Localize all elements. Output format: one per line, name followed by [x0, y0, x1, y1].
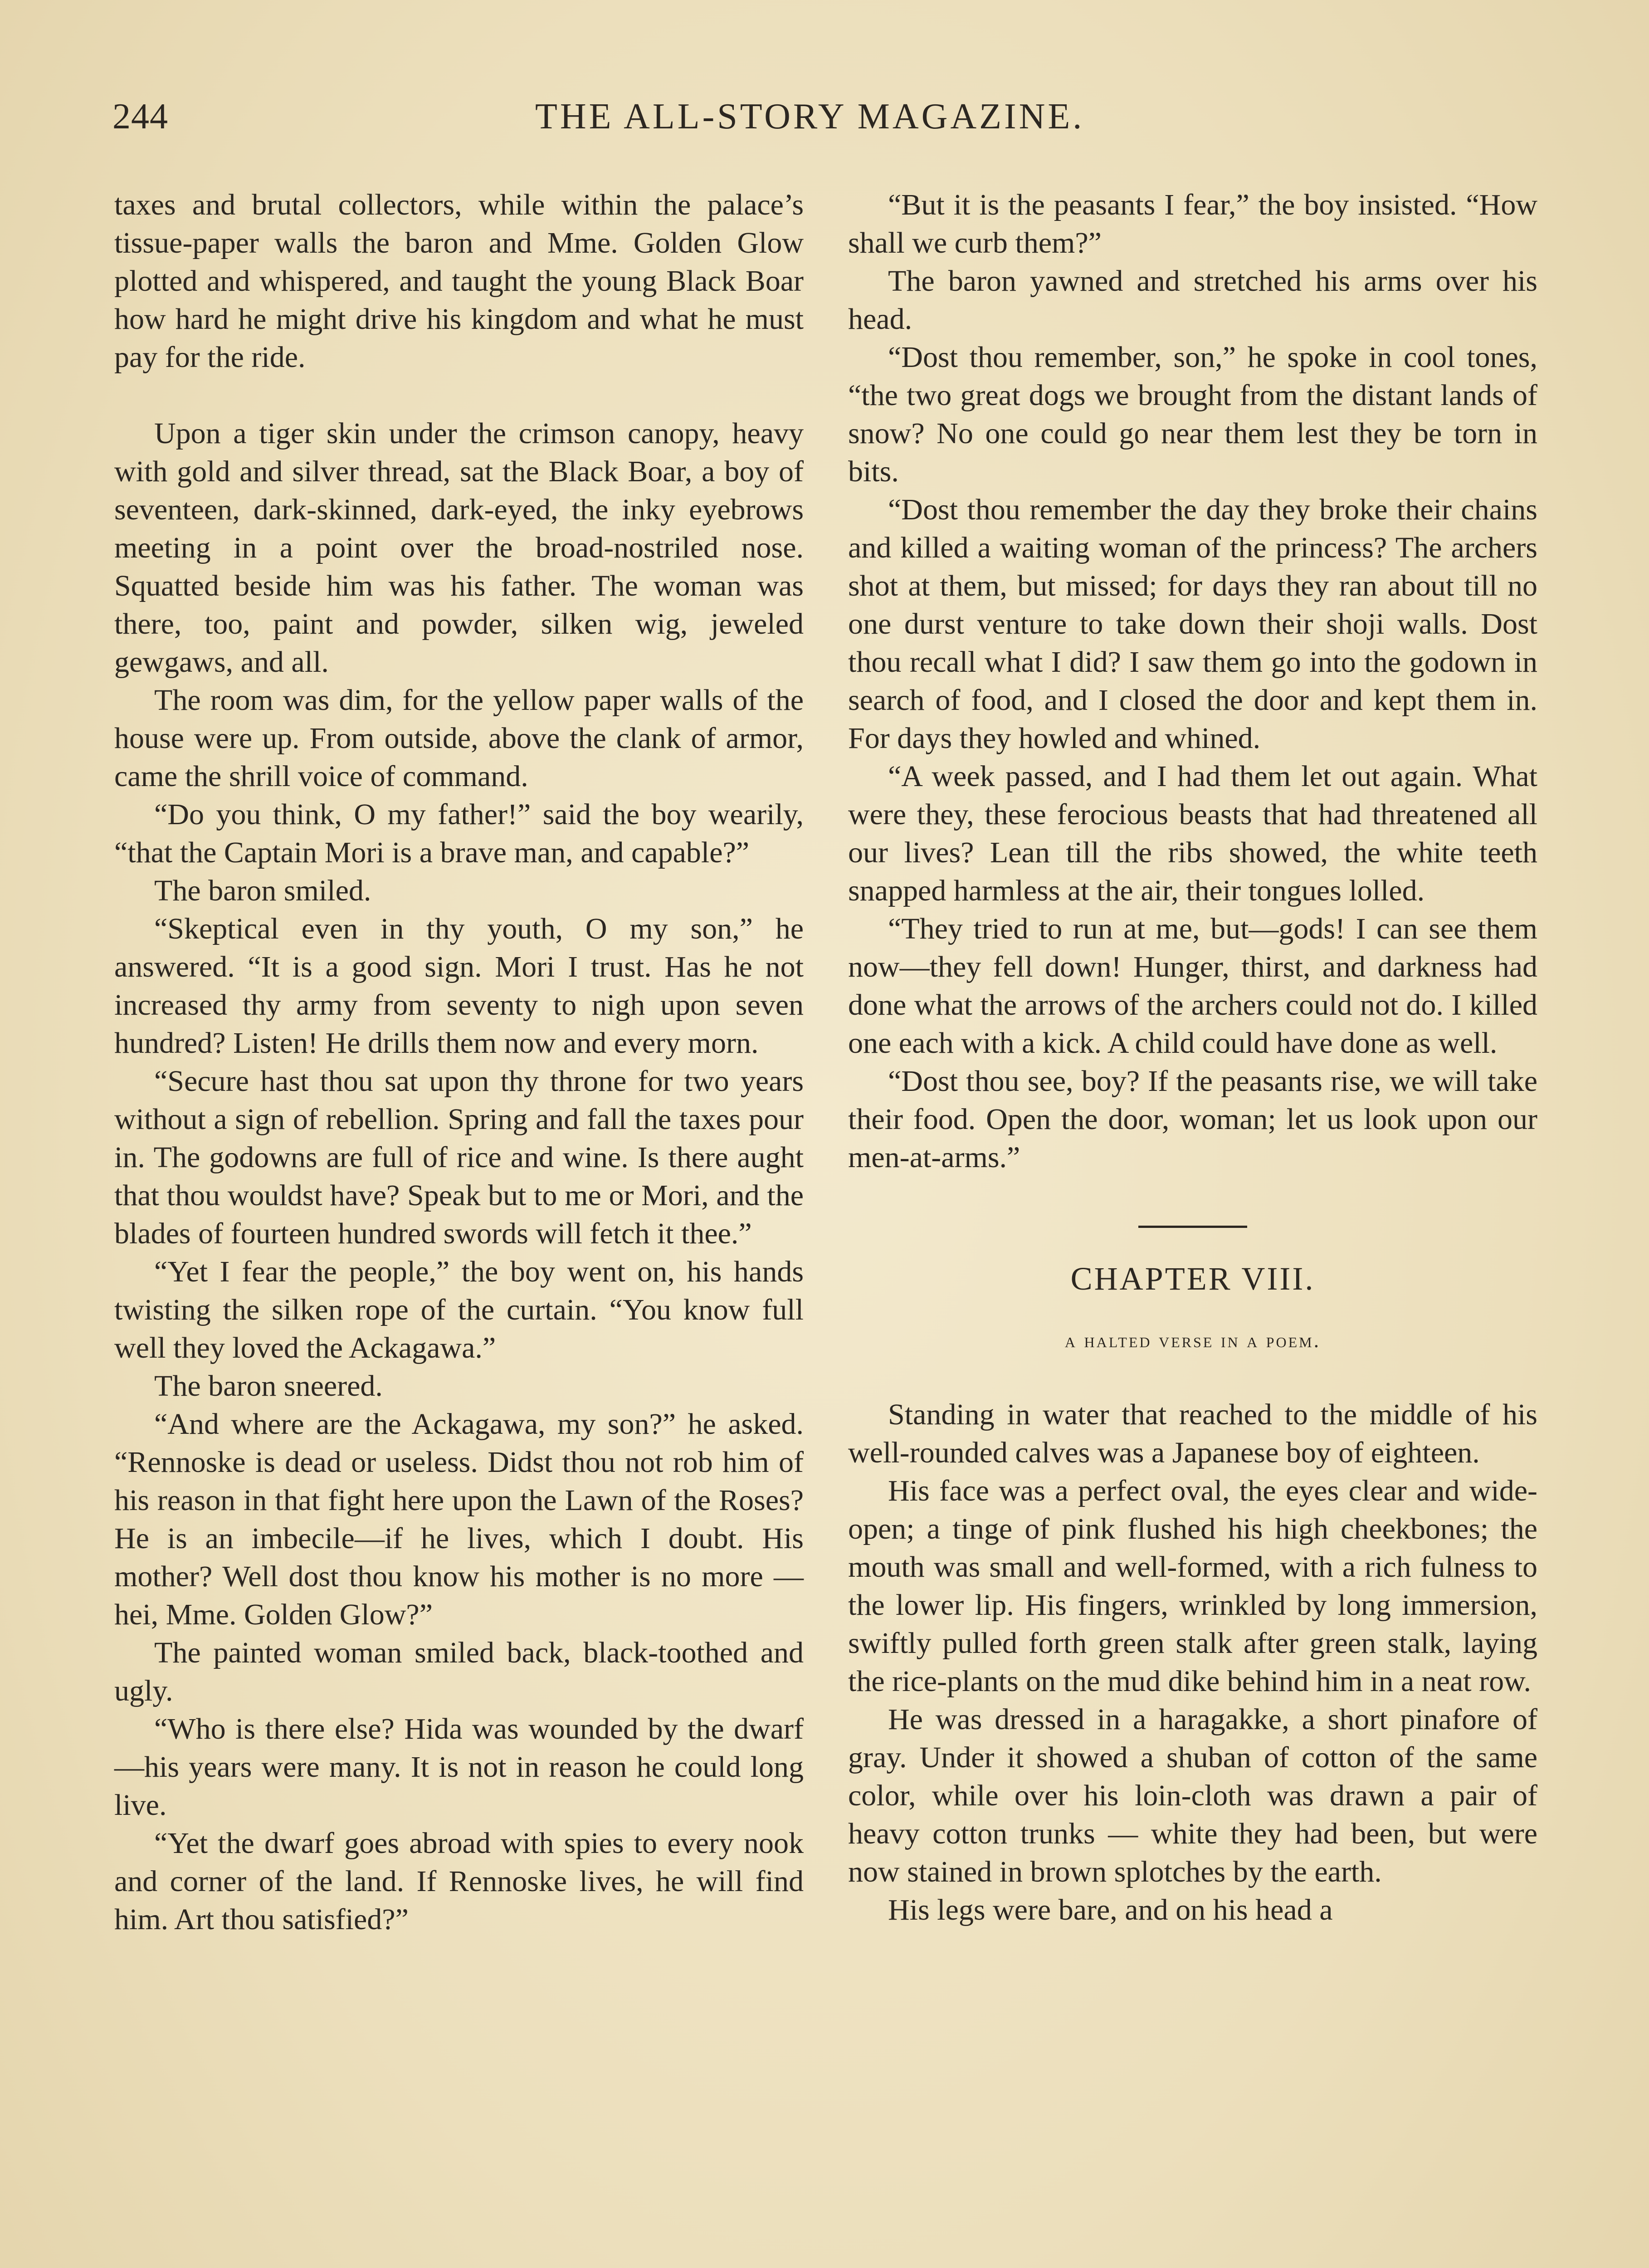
chapter-paragraph: His legs were bare, and on his head a: [888, 1893, 1333, 1926]
paragraph: “Skeptical even in thy youth, O my son,” he answered. “It is a good sign. Mori I trust. Has he not increased thy army from seventy to nigh upon seven hundred? Listen! He drills them now and every morn.: [114, 912, 804, 1060]
paragraph: “And where are the Ackagawa, my son?” he asked. “Rennoske is dead or useless. Didst thou not rob him of his reason in that fight here upon the Lawn of the Roses? He is an imbecile—if he lives, which I doubt. His mother? Well dost thou know his mother is no more — hei, Mme. Golden Glow?”: [114, 1408, 804, 1631]
paragraph: “Secure hast thou sat upon thy throne for two years without a sign of rebellion. Spring and fall the taxes pour in. The godowns are full of rice and wine. Is there aught that thou wouldst have? Speak but to me or Mori, and the blades of fourteen hundred swords will fetch it thee.”: [114, 1065, 804, 1250]
paragraph: “Dost thou remember, son,” he spoke in cool tones, “the two great dogs we brought from the distant lands of snow? No one could go near them lest they be torn in bits.: [848, 341, 1537, 488]
right-column: [848, 186, 1537, 1929]
left-column: [114, 186, 804, 1939]
paragraph: The baron smiled.: [154, 874, 371, 907]
chapter-paragraph: Standing in water that reached to the middle of his well-rounded calves was a Japanese boy of eighteen.: [848, 1398, 1537, 1469]
paragraph: “Dost thou remember the day they broke their chains and killed a waiting woman of the princess? The archers shot at them, but missed; for days they ran about till no one durst venture to take down their shoji walls. Dost thou recall what I did? I saw them go into the godown in search of food, and I closed the door and kept them in. For days they howled and whined.: [848, 493, 1537, 755]
paragraph: The baron sneered.: [154, 1369, 383, 1403]
paragraph: “They tried to run at me, but—gods! I can see them now—they fell down! Hunger, thirst, and darkness had done what the arrows of the archers could not do. I killed one each with a kick. A child could have done as well.: [848, 912, 1537, 1060]
chapter-subtitle: a halted verse in a poem.: [1064, 1329, 1321, 1352]
chapter-paragraph: He was dressed in a haragakke, a short pinafore of gray. Under it showed a shuban of cotton of the same color, while over his loin-cloth was drawn a pair of heavy cotton trunks — white they had been, but were now stained in brown splotches by the earth.: [848, 1703, 1537, 1888]
page-number: 244: [112, 97, 168, 137]
paragraph: The painted woman smiled back, black-toothed and ugly.: [114, 1636, 804, 1707]
paragraph: taxes and brutal collectors, while within the palace’s tissue-paper walls the baron and Mme. Golden Glow plotted and whispered, and taught the young Black Boar how hard he might drive his kingdom and what he must pay for the ride.: [114, 188, 804, 374]
paragraph: “But it is the peasants I fear,” the boy insisted. “How shall we curb them?”: [848, 188, 1537, 259]
paragraph: “A week passed, and I had them let out again. What were they, these ferocious beasts that had threatened all our lives? Lean till the ribs showed, the white teeth snapped harmless at the air, their tongues lolled.: [848, 760, 1537, 907]
paragraph: “Yet the dwarf goes abroad with spies to every nook and corner of the land. If Rennoske lives, he will find him. Art thou satisfied?”: [114, 1827, 804, 1936]
paragraph: The baron yawned and stretched his arms over his head.: [848, 264, 1537, 336]
paragraph: Upon a tiger skin under the crimson canopy, heavy with gold and silver thread, sat the Black Boar, a boy of seventeen, dark-skinned, dark-eyed, the inky eyebrows meeting in a point over the broad-nostriled nose. Squatted beside him was his father. The woman was there, too, paint and powder, silken wig, jeweled gewgaws, and all.: [114, 417, 804, 679]
paragraph: The room was dim, for the yellow paper walls of the house were up. From outside, above the clank of armor, came the shrill voice of command.: [114, 684, 804, 793]
section-divider: [1138, 1226, 1247, 1228]
chapter-paragraph: His face was a perfect oval, the eyes clear and wide-open; a tinge of pink flushed his high cheekbones; the mouth was small and well-formed, with a rich fulness to the lower lip. His fingers, wrinkled by long immersion, swiftly pulled forth green stalk after green stalk, laying the rice-plants on the mud dike behind him in a neat row.: [848, 1474, 1537, 1698]
paragraph: “Yet I fear the people,” the boy went on, his hands twisting the silken rope of the curtain. “You know full well they loved the Ackagawa.”: [114, 1255, 804, 1364]
paragraph: “Dost thou see, boy? If the peasants rise, we will take their food. Open the door, woman; let us look upon our men-at-arms.”: [848, 1065, 1537, 1174]
chapter-title: CHAPTER VIII.: [1070, 1261, 1315, 1297]
paragraph: “Who is there else? Hida was wounded by the dwarf—his years were many. It is not in reason he could long live.: [114, 1712, 804, 1822]
running-title: THE ALL-STORY MAGAZINE.: [535, 97, 1085, 137]
paragraph: “Do you think, O my father!” said the boy wearily, “that the Captain Mori is a brave man, and capable?”: [114, 798, 804, 869]
